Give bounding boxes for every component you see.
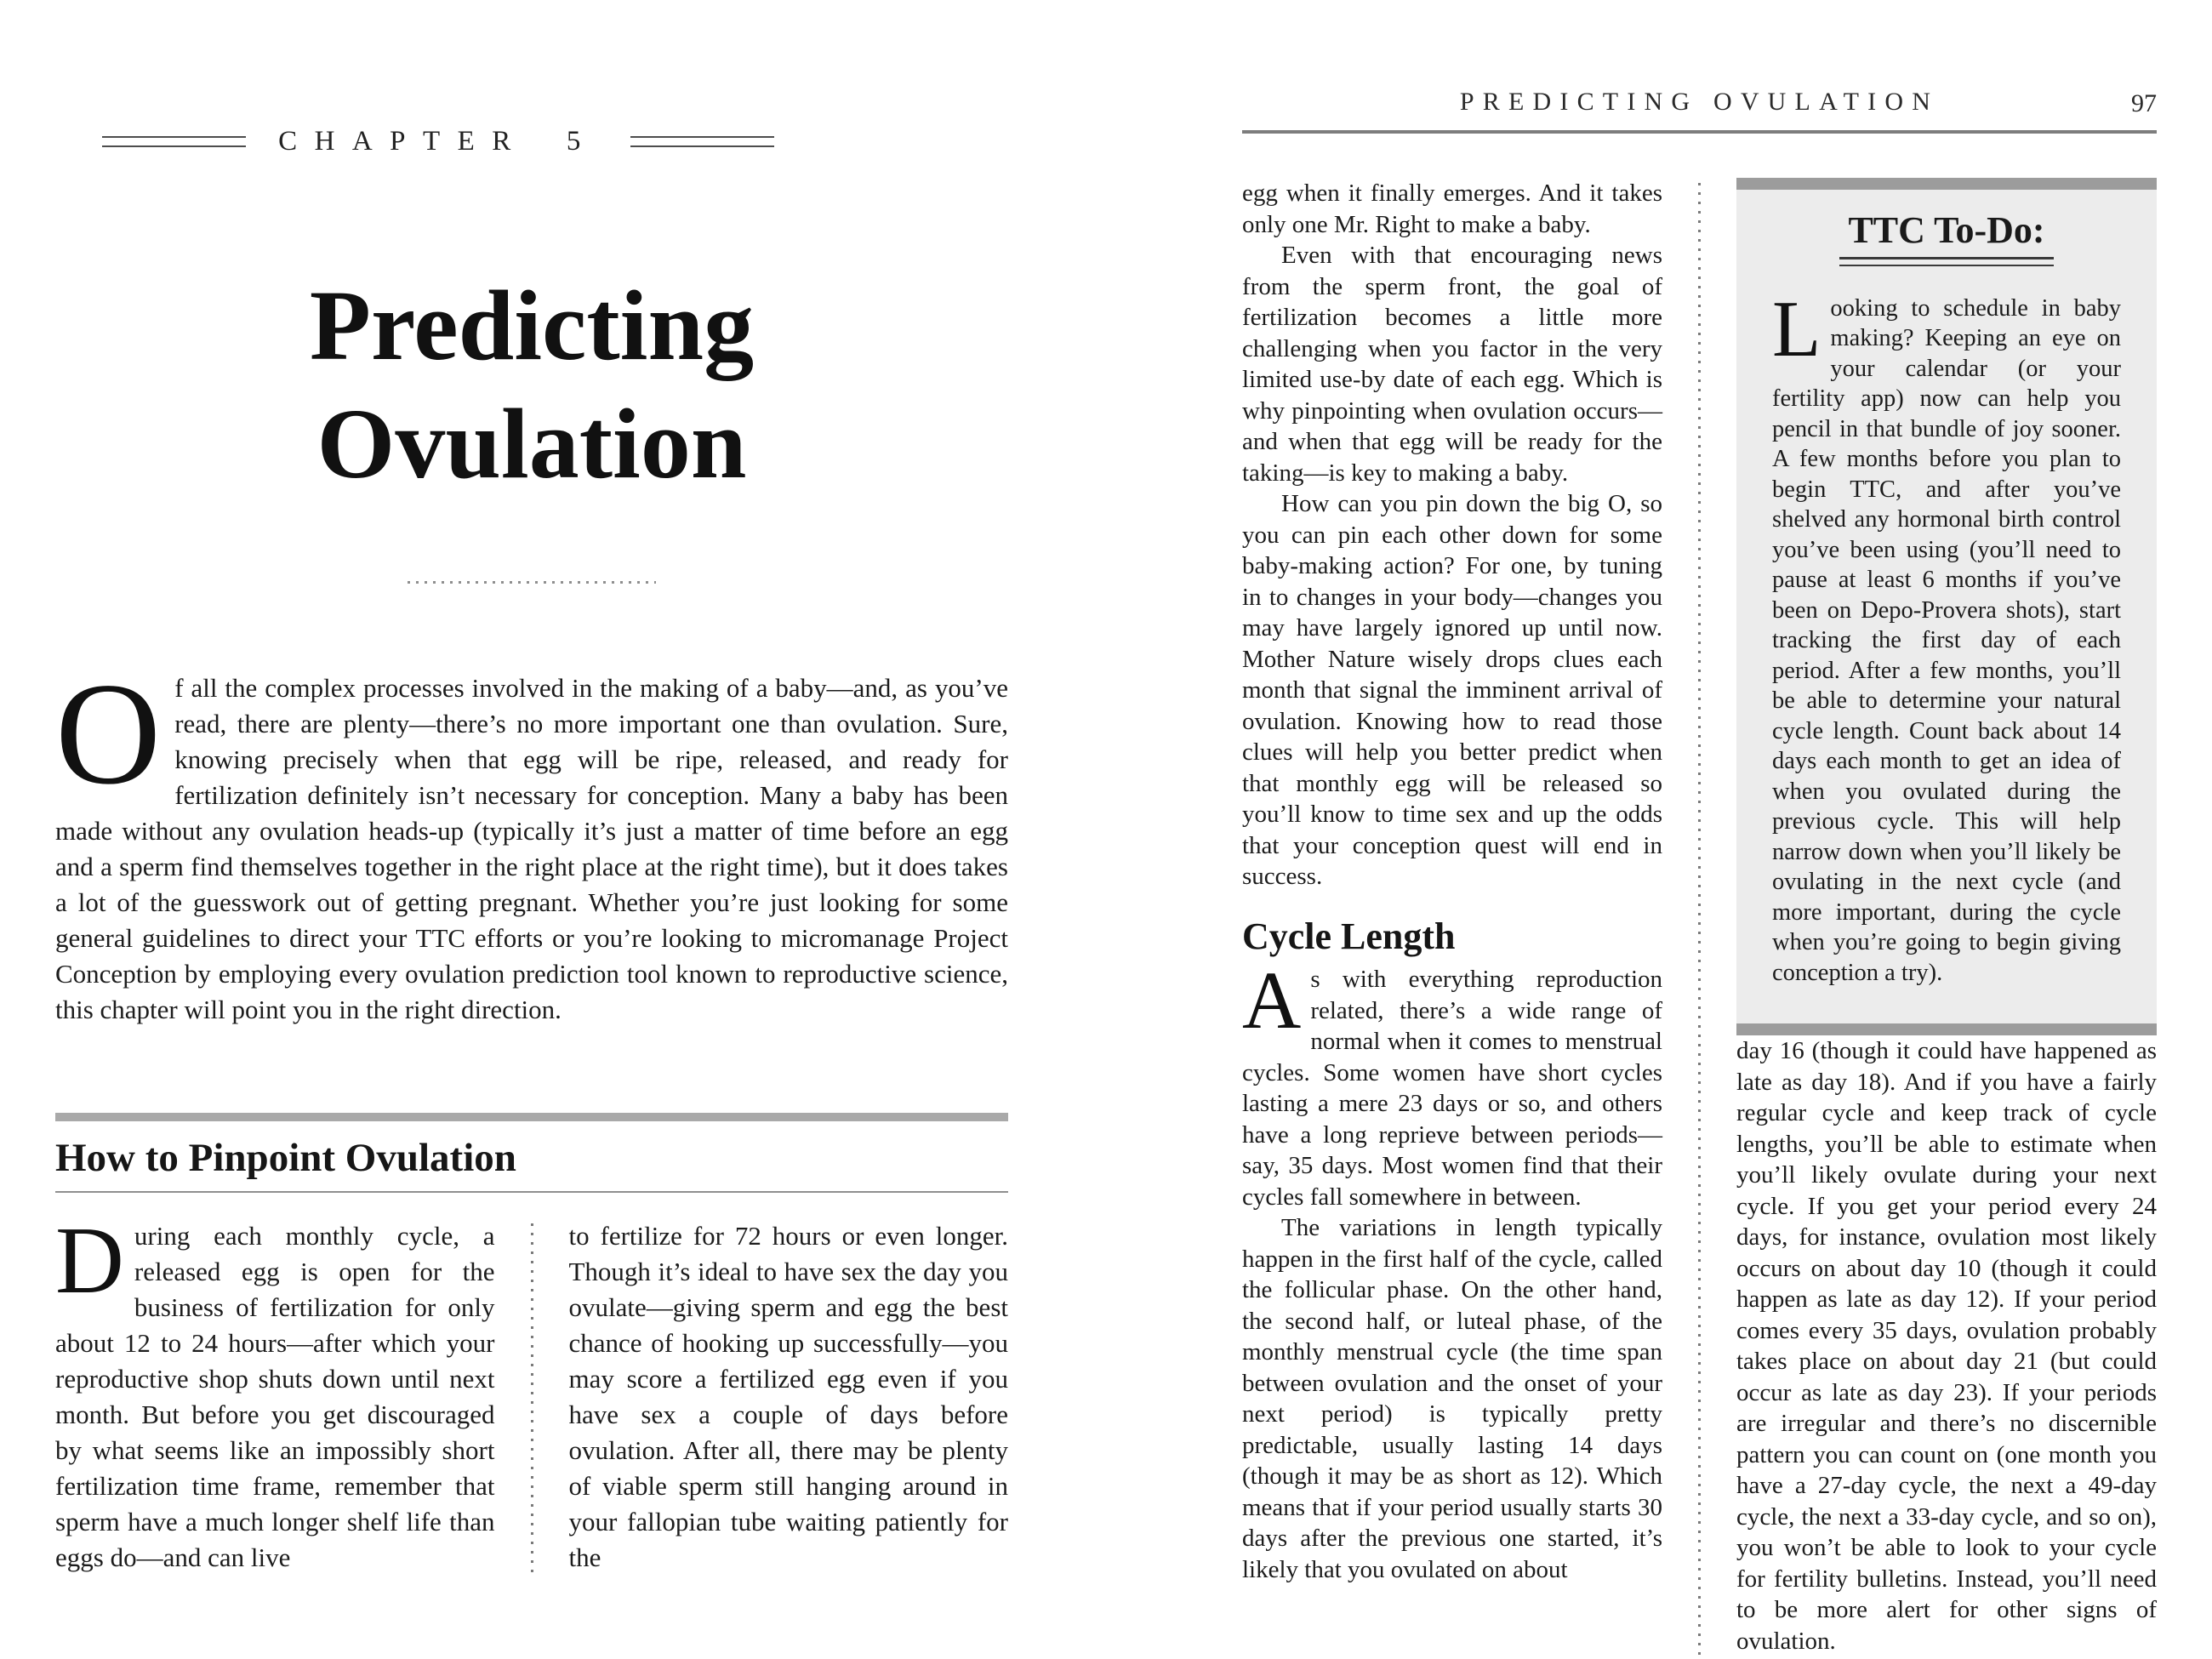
right-page: [1242, 0, 2157, 1656]
running-head-row: [1242, 88, 2157, 122]
left-page-column-2: to fertilize for 72 hours or even longer. Though it’s ideal to have sex the day you ovulate—giving sperm and egg the best chance of hooking up successfully—you may score a fertilized egg even if you have sex a couple of days before ovulation. After all, there may be plenty of viable sperm still hanging around in your fallopian tube waiting patiently for the: [568, 1221, 1008, 1573]
chapter-rule-right: [630, 136, 774, 147]
paragraph: egg when it finally emerges. And it takes only one Mr. Right to make a baby.: [1242, 180, 1662, 238]
pinpoint-section: [55, 1113, 1008, 1576]
running-head-rule: [1242, 130, 2157, 134]
page-title: [55, 266, 1008, 503]
sidebar-top-bar: [1736, 178, 2157, 190]
page-number: 97: [2131, 89, 2157, 117]
paragraph: The variations in length typically happen in the first half of the cycle, called the follicular phase. On the other hand, the second half, or luteal phase, of the monthly menstrual cycle (the time span between ovulation and the onset of your next period) is typically pretty predictable, usually lasting 14 days (though it may be as short as 12). Which means that if your period usually starts 30 days after the previous one started, it’s likely that you ovulated on about: [1242, 1214, 1662, 1583]
section-rule: [55, 1191, 1008, 1193]
page-title-line-1: Predicting: [309, 270, 755, 381]
paragraph: As with everything reproduction related, there’s a wide range of normal when it comes to menstrual cycles. Some women have short cycles lasting a mere 23 days or so, and others have a long reprieve between periods—say, 35 days. Most women find that their cycles fall somewhere in between.: [1242, 955, 1662, 1211]
left-page: [55, 0, 1008, 1576]
chapter-label: CHAPTER 5: [278, 126, 598, 157]
sidebar-body: Looking to schedule in baby making? Keeping an eye on your calendar (or your fertility app) now can help you pencil in that bundle of joy sooner. A few months before you plan to begin TTC, and after you’ve shelved any hormonal birth control you’ve been using (you’ll need to pause at least 6 months if you’ve been on Depo-Provera shots), start tracking the first day of each period. After a few months, you’ll be able to determine your natural cycle length. Count back about 14 days each month to get an idea of when you ovulated during the previous cycle. This will help narrow down when you’ll likely be ovulating in the next cycle (and more important, during the cycle when you’re going to begin giving conception a try).: [1772, 284, 2121, 986]
running-head: PREDICTING OVULATION: [1459, 88, 1940, 116]
sidebar-title-rule: [1839, 257, 2054, 266]
section-top-bar: [55, 1113, 1008, 1121]
sidebar-bottom-bar: [1736, 1023, 2157, 1035]
page-title-line-2: Ovulation: [316, 388, 747, 500]
chapter-rule-left: [102, 136, 246, 147]
right-page-column-2: [1736, 178, 2157, 1656]
column-divider-dots: [531, 1223, 533, 1576]
paragraph: Even with that encouraging news from the sperm front, the goal of fertilization becomes a little more challenging when you factor in the very limited use-by date of each egg. Which is why pinpointing when ovulation occurs—and when that egg will be ready for the taking—is key to making a baby.: [1242, 242, 1662, 487]
right-page-columns: [1242, 178, 2157, 1656]
ttc-todo-sidebar: [1736, 178, 2157, 1035]
section-heading: How to Pinpoint Ovulation: [55, 1136, 516, 1181]
dotted-divider: [408, 581, 656, 584]
left-page-column-1: During each monthly cycle, a released egg is open for the business of fertilization for only about 12 to 24 hours—after which your reproductive shop shuts down until next month. But before you get discouraged by what seems like an impossibly short fertilization time frame, remember that sperm have a much longer shelf life than eggs do—and can live: [55, 1208, 495, 1573]
chapter-header: [102, 126, 774, 157]
continuation-paragraph: day 16 (though it could have happened as late as day 18). And if you have a fairly regular cycle and keep track of cycle lengths, you’ll be able to estimate when you’ll likely ovulate during your next cycle. If you get your period every 24 days, for instance, ovulation most likely occurs on about day 10 (though it could happen as late as day 12). If your period comes every 35 days, ovulation probably takes place on about day 21 (but could occur as late as day 23). If your periods are irregular and there’s no discernible pattern you can count on (one month you have a 27-day cycle, the next a 49-day cycle, the next a 33-day cycle, and so on), you won’t be able to look to your cycle for fertility bulletins. Instead, you’ll need to be more alert for other signs of ovulation.: [1736, 1037, 2157, 1655]
right-page-column-1: [1242, 178, 1662, 1656]
intro-paragraph: Of all the complex processes involved in the making of a baby—and, as you’ve read, there are plenty—there’s no more important one than ovulation. Sure, knowing precisely when that egg will be ripe, released, and ready for fertilization definitely isn’t necessary for conception. Many a baby has been made without any ovulation heads-up (typically it’s just a matter of time before an egg and a sperm find themselves together in the right place at the right time), but it does takes a lot of the guesswork out of getting pregnant. Whether you’re just looking for some general guidelines to direct your TTC efforts or you’re looking to micromanage Project Conception by employing every ovulation prediction tool known to reproductive science, this chapter will point you in the right direction.: [55, 653, 1008, 1025]
cycle-length-heading: Cycle Length: [1242, 915, 1456, 957]
sidebar-content: [1736, 190, 2157, 1023]
paragraph: How can you pin down the big O, so you can pin each other down for some baby-making action? For one, by tuning in to changes in your body—changes you may have largely ignored up until now. Mother Nature wisely drops clues each month that signal the imminent arrival of ovulation. Knowing how to read those clues will help you better predict when that monthly egg will be released so you’ll know to time sex and up the odds that your conception quest will end in success.: [1242, 490, 1662, 890]
left-page-columns: [55, 1208, 1008, 1576]
sidebar-title: TTC To-Do:: [1848, 209, 2045, 251]
column-divider-dots: [1698, 183, 1701, 1656]
